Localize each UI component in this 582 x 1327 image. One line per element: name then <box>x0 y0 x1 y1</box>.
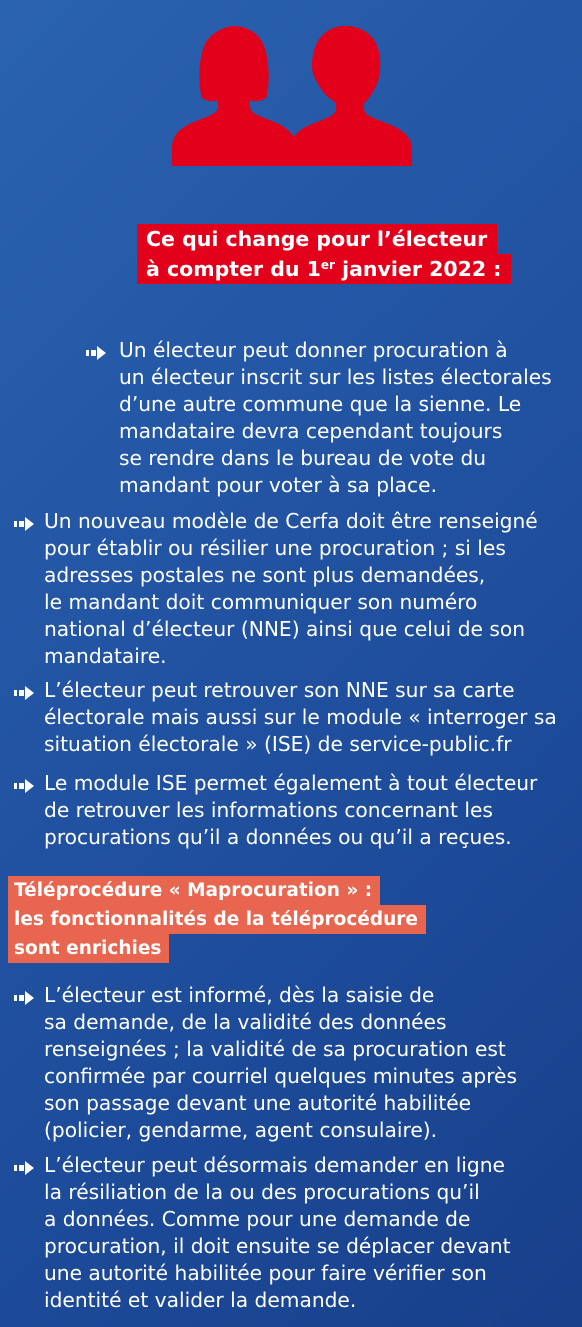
arrow-bullet-icon <box>14 686 34 700</box>
arrow-bullet-icon <box>86 346 106 360</box>
title-line-2-suffix: janvier 2022 : <box>334 257 502 281</box>
bullet-text: L’électeur est informé, dès la saisie de sa demande, de la validité des données renseignées ; la validité de sa procuration est confirmée par courriel quelques minutes après son passage devant une autorité habilitée (policier, gendarme, agent consulaire). <box>44 983 517 1142</box>
bullet-text: L’électeur peut retrouver son NNE sur sa carte électorale mais aussi sur le module « interroger sa situation électorale » (ISE) de service-public.fr <box>44 678 557 756</box>
two-persons-icon <box>172 26 412 166</box>
main-title <box>137 214 502 292</box>
bullet-text: Un nouveau modèle de Cerfa doit être renseigné pour établir ou résilier une procuration ; si les adresses postales ne sont plus demandées, le mandant doit communiquer son numéro national d’électeur (NNE) ainsi que celui de son mandataire. <box>44 509 538 668</box>
bullet-text: L’électeur peut désormais demander en ligne la résiliation de la ou des procurations qu’il a données. Comme pour une demande de procuration, il doit ensuite se déplacer devant une autorité habilitée pour faire vérifier son identité et valider la demande. <box>44 1153 511 1312</box>
arrow-bullet-icon <box>14 779 34 793</box>
title-line-2-sup: er <box>320 258 335 272</box>
arrow-bullet-icon <box>14 517 34 531</box>
title-line-2-prefix: à compter du 1 <box>146 257 321 281</box>
bullet-text: Le module ISE permet également à tout électeur de retrouver les informations concernant les procurations qu’il a données ou qu’il a reçues. <box>44 771 538 849</box>
subtitle-line-3: sont enrichies <box>8 934 169 963</box>
bullet-text: Un électeur peut donner procuration à un électeur inscrit sur les listes électorales d’une autre commune que la sienne. Le mandataire devra cependant toujours se rendre dans le bureau de vote du mandant pour voter à sa place. <box>119 338 552 497</box>
title-line-2 <box>137 254 511 284</box>
arrow-bullet-icon <box>14 991 34 1005</box>
arrow-bullet-icon <box>14 1161 34 1175</box>
subtitle-line-1: Téléprocédure « Maprocuration » : <box>8 876 380 905</box>
subtitle-line-2: les fonctionnalités de la téléprocédure <box>8 905 426 934</box>
title-line-1: Ce qui change pour l’électeur <box>137 224 497 254</box>
